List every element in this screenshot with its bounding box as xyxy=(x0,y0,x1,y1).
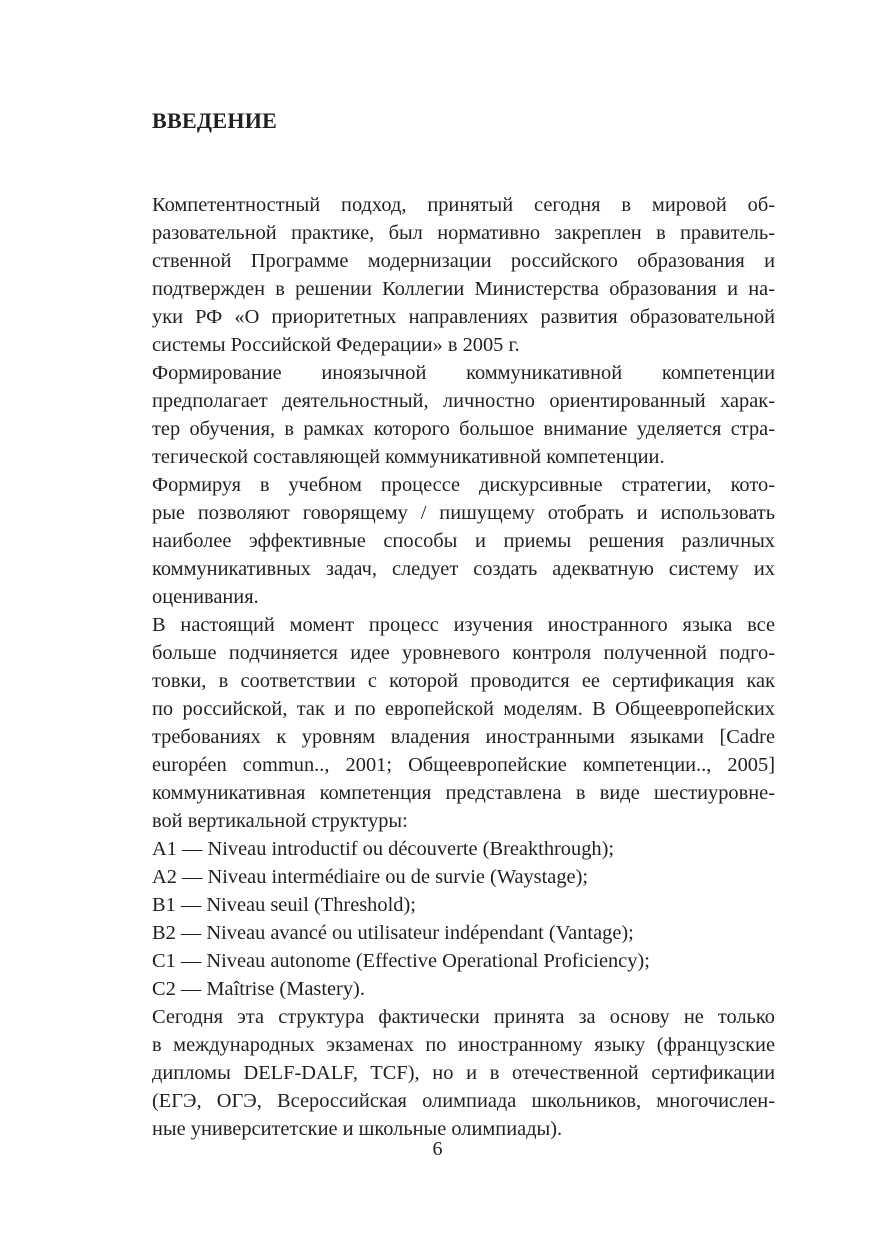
text-line: наиболее эффективные способы и приемы решения различных xyxy=(152,530,775,552)
list-item: C2 — Maîtrise (Mastery). xyxy=(152,978,365,1000)
text-line: Сегодня эта структура фактически принята за основу не только xyxy=(152,1006,775,1028)
text-line: ственной Программе модернизации российского образования и xyxy=(152,250,775,272)
list-item: B2 — Niveau avancé ou utilisateur indépendant (Vantage); xyxy=(152,922,634,944)
paragraph xyxy=(152,359,775,471)
list-item: B1 — Niveau seuil (Threshold); xyxy=(152,894,416,916)
paragraph xyxy=(152,471,775,611)
text-line: (ЕГЭ, ОГЭ, Всероссийская олимпиада школьников, многочислен- xyxy=(152,1090,775,1112)
text-line: дипломы DELF-DALF, TCF), но и в отечественной сертификации xyxy=(152,1062,775,1084)
text-line: вой вертикальной структуры: xyxy=(152,810,408,832)
text-line: в международных экзаменах по иностранному языку (французские xyxy=(152,1034,775,1056)
paragraph xyxy=(152,611,775,835)
text-line: по российской, так и по европейской моделям. В Общеевропейских xyxy=(152,698,775,720)
text-line: предполагает деятельностный, личностно ориентированный харак- xyxy=(152,390,775,412)
text-line: тер обучения, в рамках которого большое внимание уделяется стра- xyxy=(152,418,775,440)
list-item: A1 — Niveau introductif ou découverte (Breakthrough); xyxy=(152,838,615,860)
text-line: Компетентностный подход, принятый сегодня в мировой об- xyxy=(152,194,775,216)
text-line: коммуникативных задач, следует создать адекватную систему их xyxy=(152,558,775,580)
section-heading: ВВЕДЕНИЕ xyxy=(152,108,278,133)
paragraph xyxy=(152,1003,775,1143)
list-item: A2 — Niveau intermédiaire ou de survie (Waystage); xyxy=(152,866,589,888)
page-number: 6 xyxy=(432,1138,443,1160)
text-line: требованиях к уровням владения иностранными языками [Cadre xyxy=(152,726,775,748)
levels-list xyxy=(152,835,775,1003)
text-line: системы Российской Федерации» в 2005 г. xyxy=(152,334,520,356)
text-line: разовательной практике, был нормативно закреплен в правитель- xyxy=(152,222,775,244)
text-line: больше подчиняется идее уровневого контроля полученной подго- xyxy=(152,642,775,664)
text-line: В настоящий момент процесс изучения иностранного языка все xyxy=(152,614,775,636)
paragraph xyxy=(152,191,775,359)
text-line: Формируя в учебном процессе дискурсивные стратегии, кото- xyxy=(152,474,775,496)
text-line: рые позволяют говорящему / пишущему отобрать и использовать xyxy=(152,502,775,524)
text-line: européen commun.., 2001; Общеевропейские компетенции.., 2005] xyxy=(152,754,775,776)
text-line: коммуникативная компетенция представлена в виде шестиуровне- xyxy=(152,782,775,804)
list-item: C1 — Niveau autonome (Effective Operational Proficiency); xyxy=(152,950,650,972)
text-line: уки РФ «О приоритетных направлениях развития образовательной xyxy=(152,306,775,328)
body-text xyxy=(152,191,775,1143)
text-line: подтвержден в решении Коллегии Министерства образования и на- xyxy=(152,278,775,300)
text-line: оценивания. xyxy=(152,586,259,608)
text-line: товки, в соответствии с которой проводится ее сертификация как xyxy=(152,670,775,692)
text-line: тегической составляющей коммуникативной компетенции. xyxy=(152,446,665,468)
text-line: ные университетские и школьные олимпиады). xyxy=(152,1118,563,1140)
text-line: Формирование иноязычной коммуникативной компетенции xyxy=(152,362,775,384)
